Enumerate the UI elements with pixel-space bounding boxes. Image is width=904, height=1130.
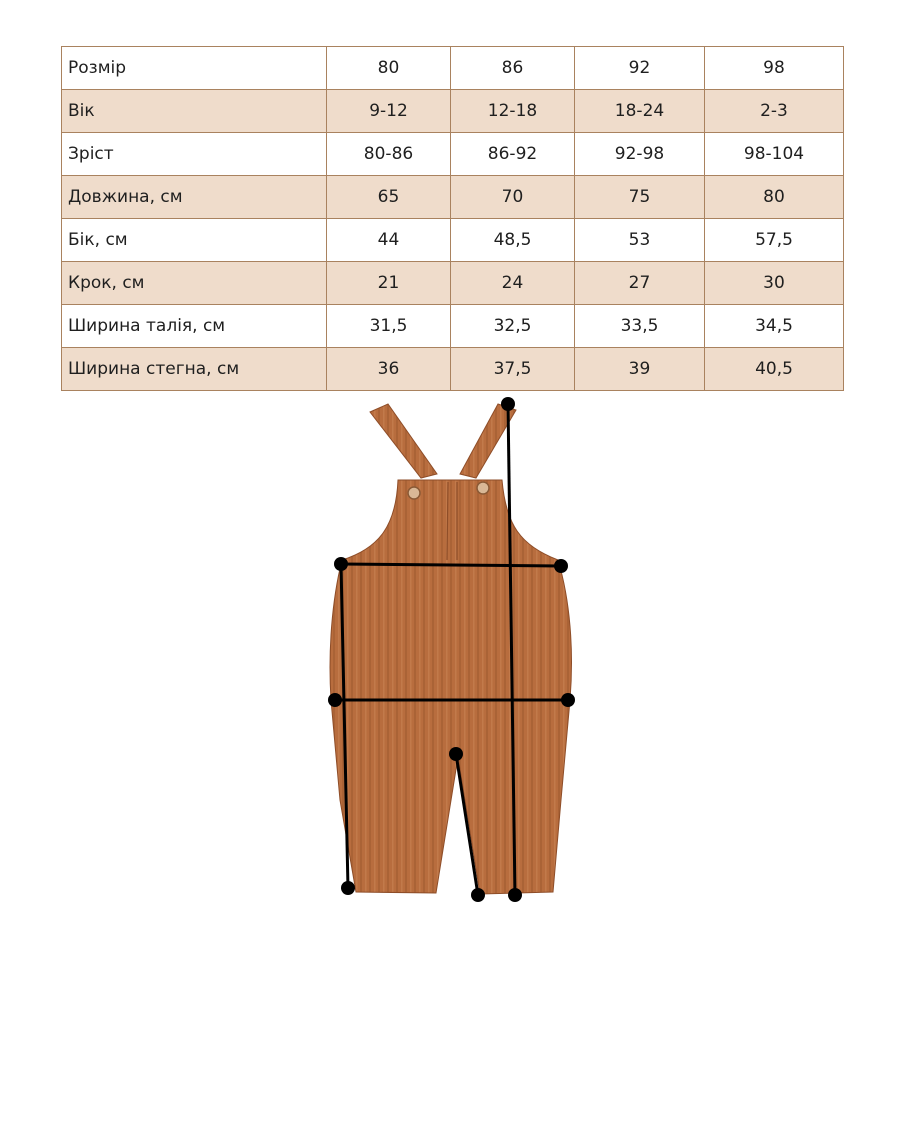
table-cell: 86 — [451, 47, 575, 90]
table-cell: 92-98 — [575, 133, 705, 176]
table-cell: 39 — [575, 348, 705, 391]
table-cell: 30 — [705, 262, 844, 305]
table-cell: 48,5 — [451, 219, 575, 262]
table-cell: 75 — [575, 176, 705, 219]
row-label: Ширина талія, см — [62, 305, 327, 348]
overalls-garment — [330, 404, 571, 894]
table-cell: 86-92 — [451, 133, 575, 176]
table-cell: 27 — [575, 262, 705, 305]
table-cell: 98 — [705, 47, 844, 90]
table-cell: 92 — [575, 47, 705, 90]
row-label: Ширина стегна, см — [62, 348, 327, 391]
table-cell: 24 — [451, 262, 575, 305]
waist-width-line — [341, 564, 561, 566]
table-cell: 33,5 — [575, 305, 705, 348]
row-label: Вік — [62, 90, 327, 133]
table-cell: 2-3 — [705, 90, 844, 133]
table-cell: 18-24 — [575, 90, 705, 133]
table-cell: 32,5 — [451, 305, 575, 348]
table-cell: 53 — [575, 219, 705, 262]
table-cell: 80-86 — [327, 133, 451, 176]
button-icon — [477, 482, 489, 494]
table-cell: 57,5 — [705, 219, 844, 262]
table-cell: 70 — [451, 176, 575, 219]
table-cell: 44 — [327, 219, 451, 262]
row-label: Зріст — [62, 133, 327, 176]
table-cell: 31,5 — [327, 305, 451, 348]
table-cell: 80 — [327, 47, 451, 90]
table-cell: 12-18 — [451, 90, 575, 133]
table-cell: 36 — [327, 348, 451, 391]
row-label: Крок, см — [62, 262, 327, 305]
table-cell: 9-12 — [327, 90, 451, 133]
table-cell: 65 — [327, 176, 451, 219]
table-cell: 40,5 — [705, 348, 844, 391]
row-label: Довжина, см — [62, 176, 327, 219]
button-icon — [408, 487, 420, 499]
row-label: Розмір — [62, 47, 327, 90]
table-cell: 34,5 — [705, 305, 844, 348]
table-cell: 21 — [327, 262, 451, 305]
row-label: Бік, см — [62, 219, 327, 262]
table-cell: 80 — [705, 176, 844, 219]
table-cell: 37,5 — [451, 348, 575, 391]
table-cell: 98-104 — [705, 133, 844, 176]
